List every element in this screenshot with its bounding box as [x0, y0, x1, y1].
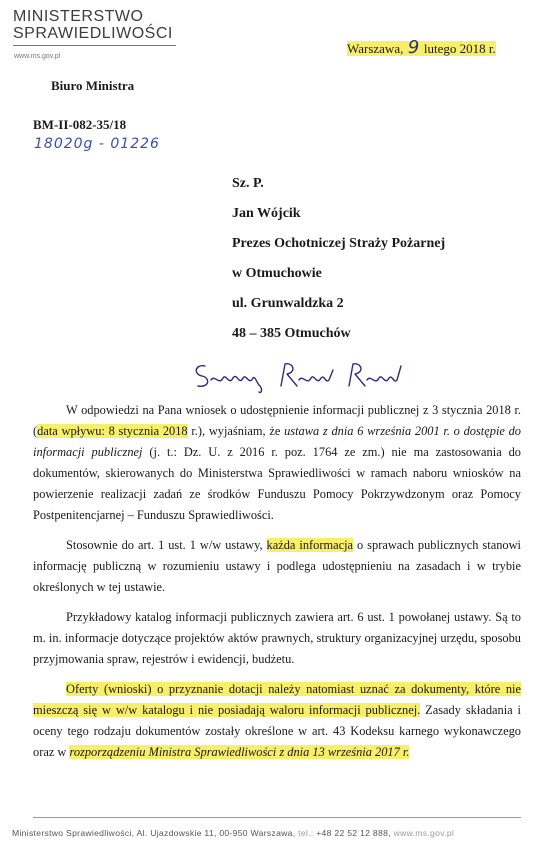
addressee-line-5: ul. Grunwaldzka 2 — [232, 296, 344, 311]
highlight-each-information: każda informacja — [266, 538, 354, 552]
act-title: ustawa z dnia 6 września 2001 r. o dostępie do informacji publicznej — [33, 424, 522, 459]
highlight-offers: Oferty (wnioski) o przyznanie dotacji należy natomiast uznać za dokumenty, które nie mieszczą się w w/w katalogu i nie posiadają waloru informacji publicznej. — [33, 682, 521, 717]
footer-divider — [33, 817, 521, 818]
paragraph-1: W odpowiedzi na Pana wniosek o udostępnienie informacji publicznej z 3 stycznia 2018 r. (data wpływu: 8 stycznia 2018 r.), wyjaśniam, że ustawa z dnia 6 września 2001 r. o dostępie do informacji publicznej (j. t.: Dz. U. z 2016 r. poz. 1764 ze zm.) nie ma zastosowania do dokumentów, skierowanych do Ministerstwa Sprawiedliwości w ramach naboru wniosków na powierzenie realizacji zadań ze środków Funduszu Pomocy Pokrzywdzonym oraz Pomocy Postpenitencjarnej – Funduszu Sprawiedliwości. — [33, 403, 522, 522]
date-month-year: lutego 2018 r. — [423, 41, 496, 56]
highlight-regulation: rozporządzeniu Ministra Sprawiedliwości z dnia 13 września 2017 r. — [69, 745, 410, 759]
logo-sprawiedliwosci: SPRAWIEDLIWOŚCI — [13, 25, 173, 42]
addressee-line-3: Prezes Ochotniczej Straży Pożarnej — [232, 236, 446, 251]
addressee-line-6: 48 – 385 Otmuchów — [232, 326, 351, 341]
handwritten-salutation-drawing — [193, 356, 413, 396]
footer — [12, 828, 532, 838]
handwritten-day: 9 — [407, 37, 420, 58]
handwritten-reference: 18020g - 01226 — [34, 136, 160, 152]
logo-url: www.ms.gov.pl — [14, 53, 61, 60]
footer-address: Ministerstwo Sprawiedliwości, Al. Ujazdowskie 11, 00-950 Warszawa, — [12, 828, 296, 838]
date-line — [347, 37, 496, 58]
office-name: Biuro Ministra — [51, 78, 135, 93]
addressee-line-4: w Otmuchowie — [232, 266, 322, 281]
handwritten-salutation — [0, 0, 1, 1]
date-city: Warszawa, — [347, 41, 404, 56]
date-highlight — [347, 37, 496, 58]
paragraph-2: Stosownie do art. 1 ust. 1 w/w ustawy, każda informacja o sprawach publicznych stanowi informację publiczną w rozumieniu ustawy i podlega udostępnieniu na zasadach i w trybie określonych w tej ustawie. — [33, 538, 521, 594]
reference-number: BM-II-082-35/18 — [33, 117, 127, 132]
addressee-line-1: Sz. P. — [232, 176, 264, 191]
footer-web: www.ms.gov.pl — [393, 828, 455, 838]
highlight-receipt-date: data wpływu: 8 stycznia 2018 — [37, 424, 188, 438]
logo-divider — [13, 45, 176, 46]
paragraph-3: Przykładowy katalog informacji publicznych zawiera art. 6 ust. 1 powołanej ustawy. Są to m. in. informacje dotyczące projektów aktów prawnych, struktury organizacyjnej urzędu, sposobu przyjmowania spraw, rejestrów i ewidencji, budżetu. — [33, 610, 521, 666]
footer-tel: +48 22 52 12 888, — [316, 828, 391, 838]
logo-ministerstwo: MINISTERSTWO — [13, 8, 144, 25]
footer-tel-label: tel.: — [298, 828, 314, 838]
paragraph-4: Oferty (wnioski) o przyznanie dotacji należy natomiast uznać za dokumenty, które nie mieszczą się w w/w katalogu i nie posiadają waloru informacji publicznej. Zasady składania i oceny tego rodzaju dokumentów zostały określone w art. 43 Kodeksu karnego wykonawczego oraz w rozporządzeniu Ministra Sprawiedliwości z dnia 13 września 2017 r. — [33, 682, 521, 759]
addressee-line-2: Jan Wójcik — [232, 206, 301, 221]
letter-body — [33, 400, 521, 772]
